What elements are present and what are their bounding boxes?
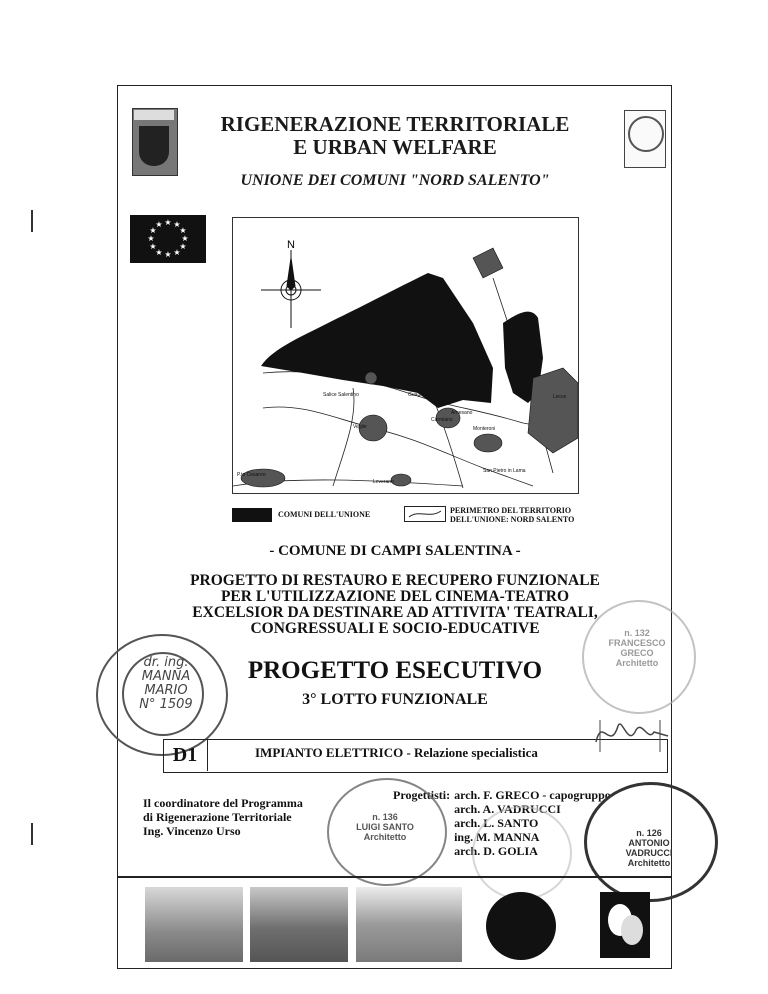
progettista: arch. A. VADRUCCI [454, 802, 561, 816]
page-title: RIGENERAZIONE TERRITORIALE E URBAN WELFARE [220, 112, 570, 159]
svg-text:★: ★ [181, 234, 189, 243]
theatre-masks-logo [600, 892, 650, 958]
footer-divider [117, 876, 672, 878]
ingegneri-stamp-text: dr. ing. MANNA MARIO N° 1509 [139, 655, 193, 712]
emblem-crown-icon [134, 110, 174, 120]
lotto-subtitle: 3° LOTTO FUNZIONALE [302, 691, 488, 708]
svg-text:Veglie: Veglie [353, 424, 367, 430]
golia-stamp-icon [472, 806, 572, 900]
eu-flag-icon [130, 215, 206, 263]
svg-text:Guagnano: Guagnano [408, 392, 432, 398]
territory-map [232, 217, 579, 494]
svg-text:★: ★ [147, 234, 155, 243]
legend-perimetro-label: PERIMETRO DEL TERRITORIO DELL'UNIONE: NORD SALENTO [450, 506, 575, 524]
signature-icon [592, 712, 672, 762]
margin-tick-bottom [31, 823, 33, 845]
progettisti-label: Progettisti: [393, 788, 451, 802]
svg-text:N: N [287, 239, 295, 251]
legend-comuni-label: COMUNI DELL'UNIONE [278, 510, 371, 519]
giovani-idee-logo [486, 892, 556, 960]
document-title: IMPIANTO ELETTRICO - Relazione specialistica [255, 745, 538, 760]
page-subtitle: UNIONE DEI COMUNI "NORD SALENTO" [240, 172, 550, 189]
greco-stamp-text: n. 132 FRANCESCO GRECO Architetto [608, 628, 666, 668]
park-photo [250, 887, 348, 962]
progettista: ing. M. MANNA [454, 830, 540, 844]
svg-text:★: ★ [173, 220, 181, 229]
svg-text:★: ★ [164, 218, 172, 227]
svg-text:★: ★ [164, 250, 172, 259]
svg-text:★: ★ [155, 248, 163, 257]
association-seal-icon [628, 116, 664, 152]
svg-text:★: ★ [155, 220, 163, 229]
emblem-shield-icon [139, 126, 169, 166]
progettista: arch. L. SANTO [454, 816, 539, 830]
comune-heading: - COMUNE DI CAMPI SALENTINA - [269, 543, 521, 559]
svg-text:★: ★ [173, 248, 181, 257]
svg-text:Leverano: Leverano [373, 479, 394, 485]
svg-text:Carmiano: Carmiano [431, 417, 453, 423]
svg-text:P.to Cesareo: P.to Cesareo [237, 472, 266, 478]
map-area-north [261, 273, 493, 408]
progettista: arch. D. GOLIA [454, 844, 538, 858]
vadrucci-stamp-text: n. 126 ANTONIO VADRUCCI Architetto [625, 828, 673, 868]
svg-text:Arnesano: Arnesano [451, 410, 473, 416]
bikes-photo [356, 887, 462, 962]
svg-text:Salice Salentino: Salice Salentino [323, 392, 359, 398]
svg-text:★: ★ [179, 226, 187, 235]
margin-tick-top [31, 210, 33, 232]
svg-text:★: ★ [149, 226, 157, 235]
north-compass-icon [261, 250, 321, 328]
coordinatore-block: Il coordinatore del Programma di Rigenerazione Territoriale Ing. Vincenzo Urso [143, 796, 303, 838]
svg-text:Monteroni: Monteroni [473, 426, 496, 432]
project-description: PROGETTO DI RESTAURO E RECUPERO FUNZIONALE PER L'UTILIZZAZIONE DEL CINEMA-TEATRO EXCELSIOR DA DESTINARE AD ATTIVITA' TEATRALI, CONGRESSUALI E SOCIO-EDUCATIVE [190, 572, 600, 637]
legend-comuni-swatch [232, 508, 272, 522]
santo-stamp-text: n. 136 LUIGI SANTO Architetto [356, 812, 414, 842]
progetto-esecutivo-title: PROGETTO ESECUTIVO [247, 657, 543, 684]
svg-text:★: ★ [149, 242, 157, 251]
svg-text:San Pietro in Lama: San Pietro in Lama [483, 468, 526, 474]
svg-text:Lecce: Lecce [553, 394, 567, 400]
svg-text:★: ★ [179, 242, 187, 251]
olive-tree-photo [145, 887, 243, 962]
progettista: arch. F. GRECO - capogruppo [454, 788, 611, 802]
legend-perimetro-swatch [404, 506, 446, 522]
document-code: D1 [163, 739, 208, 771]
